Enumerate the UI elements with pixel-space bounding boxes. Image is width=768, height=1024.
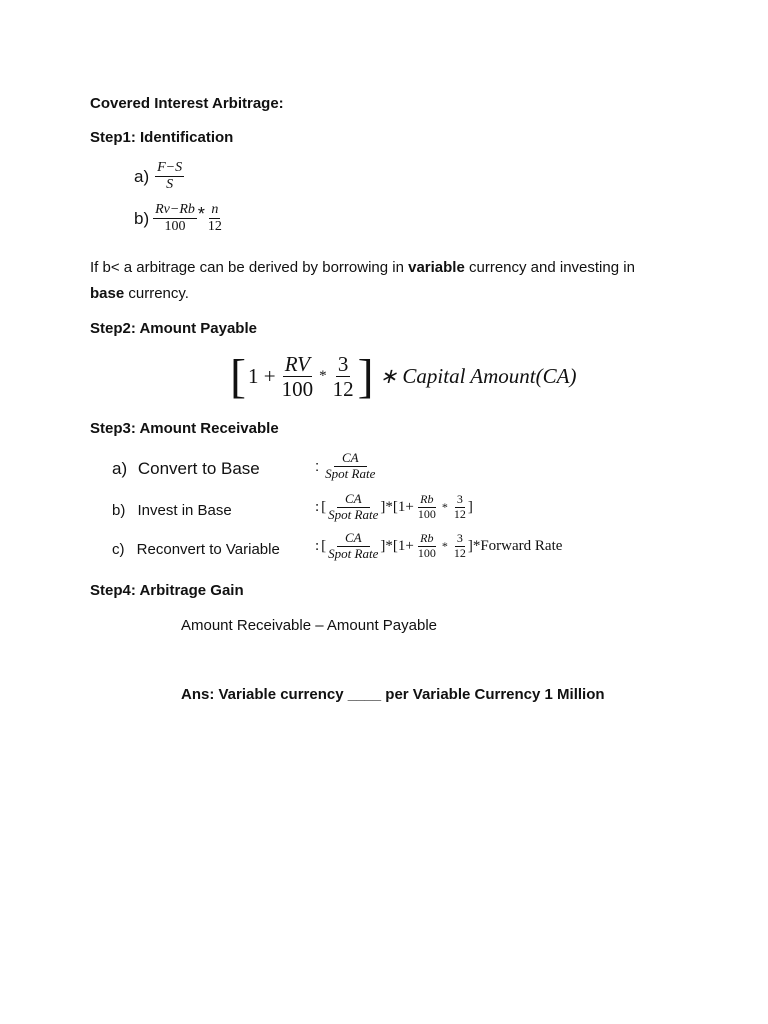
one-plus: 1 +	[247, 364, 276, 389]
multiply-operator: *	[197, 204, 205, 225]
fraction-numerator: Rb	[420, 531, 434, 546]
multiply-operator: *	[319, 368, 327, 385]
right-bracket: ]	[467, 537, 473, 554]
fraction-denominator: S	[166, 177, 174, 193]
fraction-numerator: n	[209, 202, 220, 219]
fraction-numerator: 3	[456, 531, 463, 546]
document-title: Covered Interest Arbitrage:	[90, 95, 284, 112]
step3-item-b	[112, 502, 232, 519]
step1-b-label: b)	[134, 208, 150, 228]
fraction-denominator: 100	[417, 506, 436, 521]
times-one-plus: *[1+	[385, 498, 414, 515]
right-bracket: ]	[467, 498, 473, 515]
fraction-denominator: Spot Rate	[328, 506, 379, 522]
fraction-denominator: 100	[164, 219, 186, 235]
fraction-denominator: 12	[453, 545, 466, 560]
colon: :	[315, 457, 320, 475]
fraction-3-over-12	[452, 493, 468, 522]
answer-line: Ans: Variable currency ____ per Variable Currency 1 Million	[181, 686, 605, 703]
fraction-denominator: 12	[453, 506, 466, 521]
arbitrage-condition-line1	[90, 259, 635, 276]
forward-rate-term: *Forward Rate	[472, 537, 563, 554]
step3-b-text: Invest in Base	[137, 502, 232, 519]
multiply-operator: *	[441, 538, 448, 553]
fraction-3-over-12	[452, 532, 468, 561]
fraction-numerator: 3	[337, 352, 349, 376]
fraction-denominator: 12	[332, 377, 354, 402]
step1-formula-a	[134, 160, 184, 193]
left-bracket: [	[321, 537, 327, 554]
right-bracket: ]	[357, 349, 374, 403]
fraction-rb-over-100	[416, 532, 438, 561]
right-bracket: ]	[380, 537, 386, 554]
convert-to-base-formula	[315, 451, 377, 482]
fraction-denominator: 100	[417, 545, 436, 560]
paragraph-text: If b< a arbitrage can be derived by borrowing in	[90, 259, 409, 276]
invest-in-base-formula	[315, 492, 473, 523]
step3-a-text: Convert to Base	[137, 459, 260, 478]
fraction-denominator: 12	[207, 219, 222, 235]
step3-c-text: Reconvert to Variable	[136, 541, 280, 558]
fraction-ca-over-spot-rate	[326, 531, 380, 562]
paragraph-text: currency.	[124, 285, 189, 302]
step1-formula-b	[134, 202, 224, 235]
paragraph-bold-variable: variable	[408, 259, 465, 276]
colon: :	[315, 498, 320, 515]
fraction-rv-over-100	[280, 352, 316, 401]
step3-item-a	[112, 459, 260, 479]
fraction-numerator: RV	[284, 352, 310, 376]
left-bracket: [	[321, 498, 327, 515]
fraction-3-over-12	[331, 352, 356, 401]
fraction-denominator: Spot Rate	[325, 465, 376, 481]
times-one-plus: *[1+	[385, 537, 414, 554]
fraction-n-over-12	[206, 202, 224, 235]
multiply-operator: *	[441, 499, 448, 514]
step1-heading: Step1: Identification	[90, 129, 234, 146]
step3-item-c	[112, 541, 280, 558]
fraction-numerator: CA	[337, 492, 370, 508]
fraction-rv-minus-rb-over-100	[153, 202, 197, 235]
arbitrage-condition-line2	[90, 285, 189, 302]
fraction-numerator: 3	[456, 492, 463, 507]
fraction-numerator: CA	[337, 531, 370, 547]
step3-b-label: b)	[112, 502, 126, 519]
fraction-ca-over-spot-rate	[323, 451, 377, 482]
step4-heading: Step4: Arbitrage Gain	[90, 582, 244, 599]
capital-amount-term: ∗ Capital Amount(CA)	[379, 364, 577, 389]
step3-heading: Step3: Amount Receivable	[90, 420, 279, 437]
step2-heading: Step2: Amount Payable	[90, 320, 257, 337]
fraction-numerator: Rb	[420, 492, 434, 507]
fraction-rb-over-100	[416, 493, 438, 522]
step1-a-label: a)	[134, 166, 150, 186]
left-bracket: [	[230, 349, 246, 403]
paragraph-bold-base: base	[90, 285, 125, 302]
amount-payable-formula	[230, 349, 577, 403]
fraction-denominator: Spot Rate	[328, 545, 379, 561]
reconvert-to-variable-formula	[315, 531, 562, 562]
step3-a-label: a)	[112, 459, 128, 478]
fraction-numerator: CA	[334, 451, 367, 467]
fraction-ca-over-spot-rate	[326, 492, 380, 523]
paragraph-text: currency and investing in	[464, 259, 635, 276]
fraction-numerator: F−S	[155, 160, 184, 177]
step3-c-label: c)	[112, 541, 125, 558]
arbitrage-gain-formula: Amount Receivable – Amount Payable	[181, 617, 437, 634]
fraction-denominator: 100	[281, 377, 314, 402]
right-bracket: ]	[380, 498, 386, 515]
colon: :	[315, 537, 320, 554]
fraction-numerator: Rv−Rb	[153, 202, 197, 219]
fraction-f-minus-s-over-s	[155, 160, 184, 193]
